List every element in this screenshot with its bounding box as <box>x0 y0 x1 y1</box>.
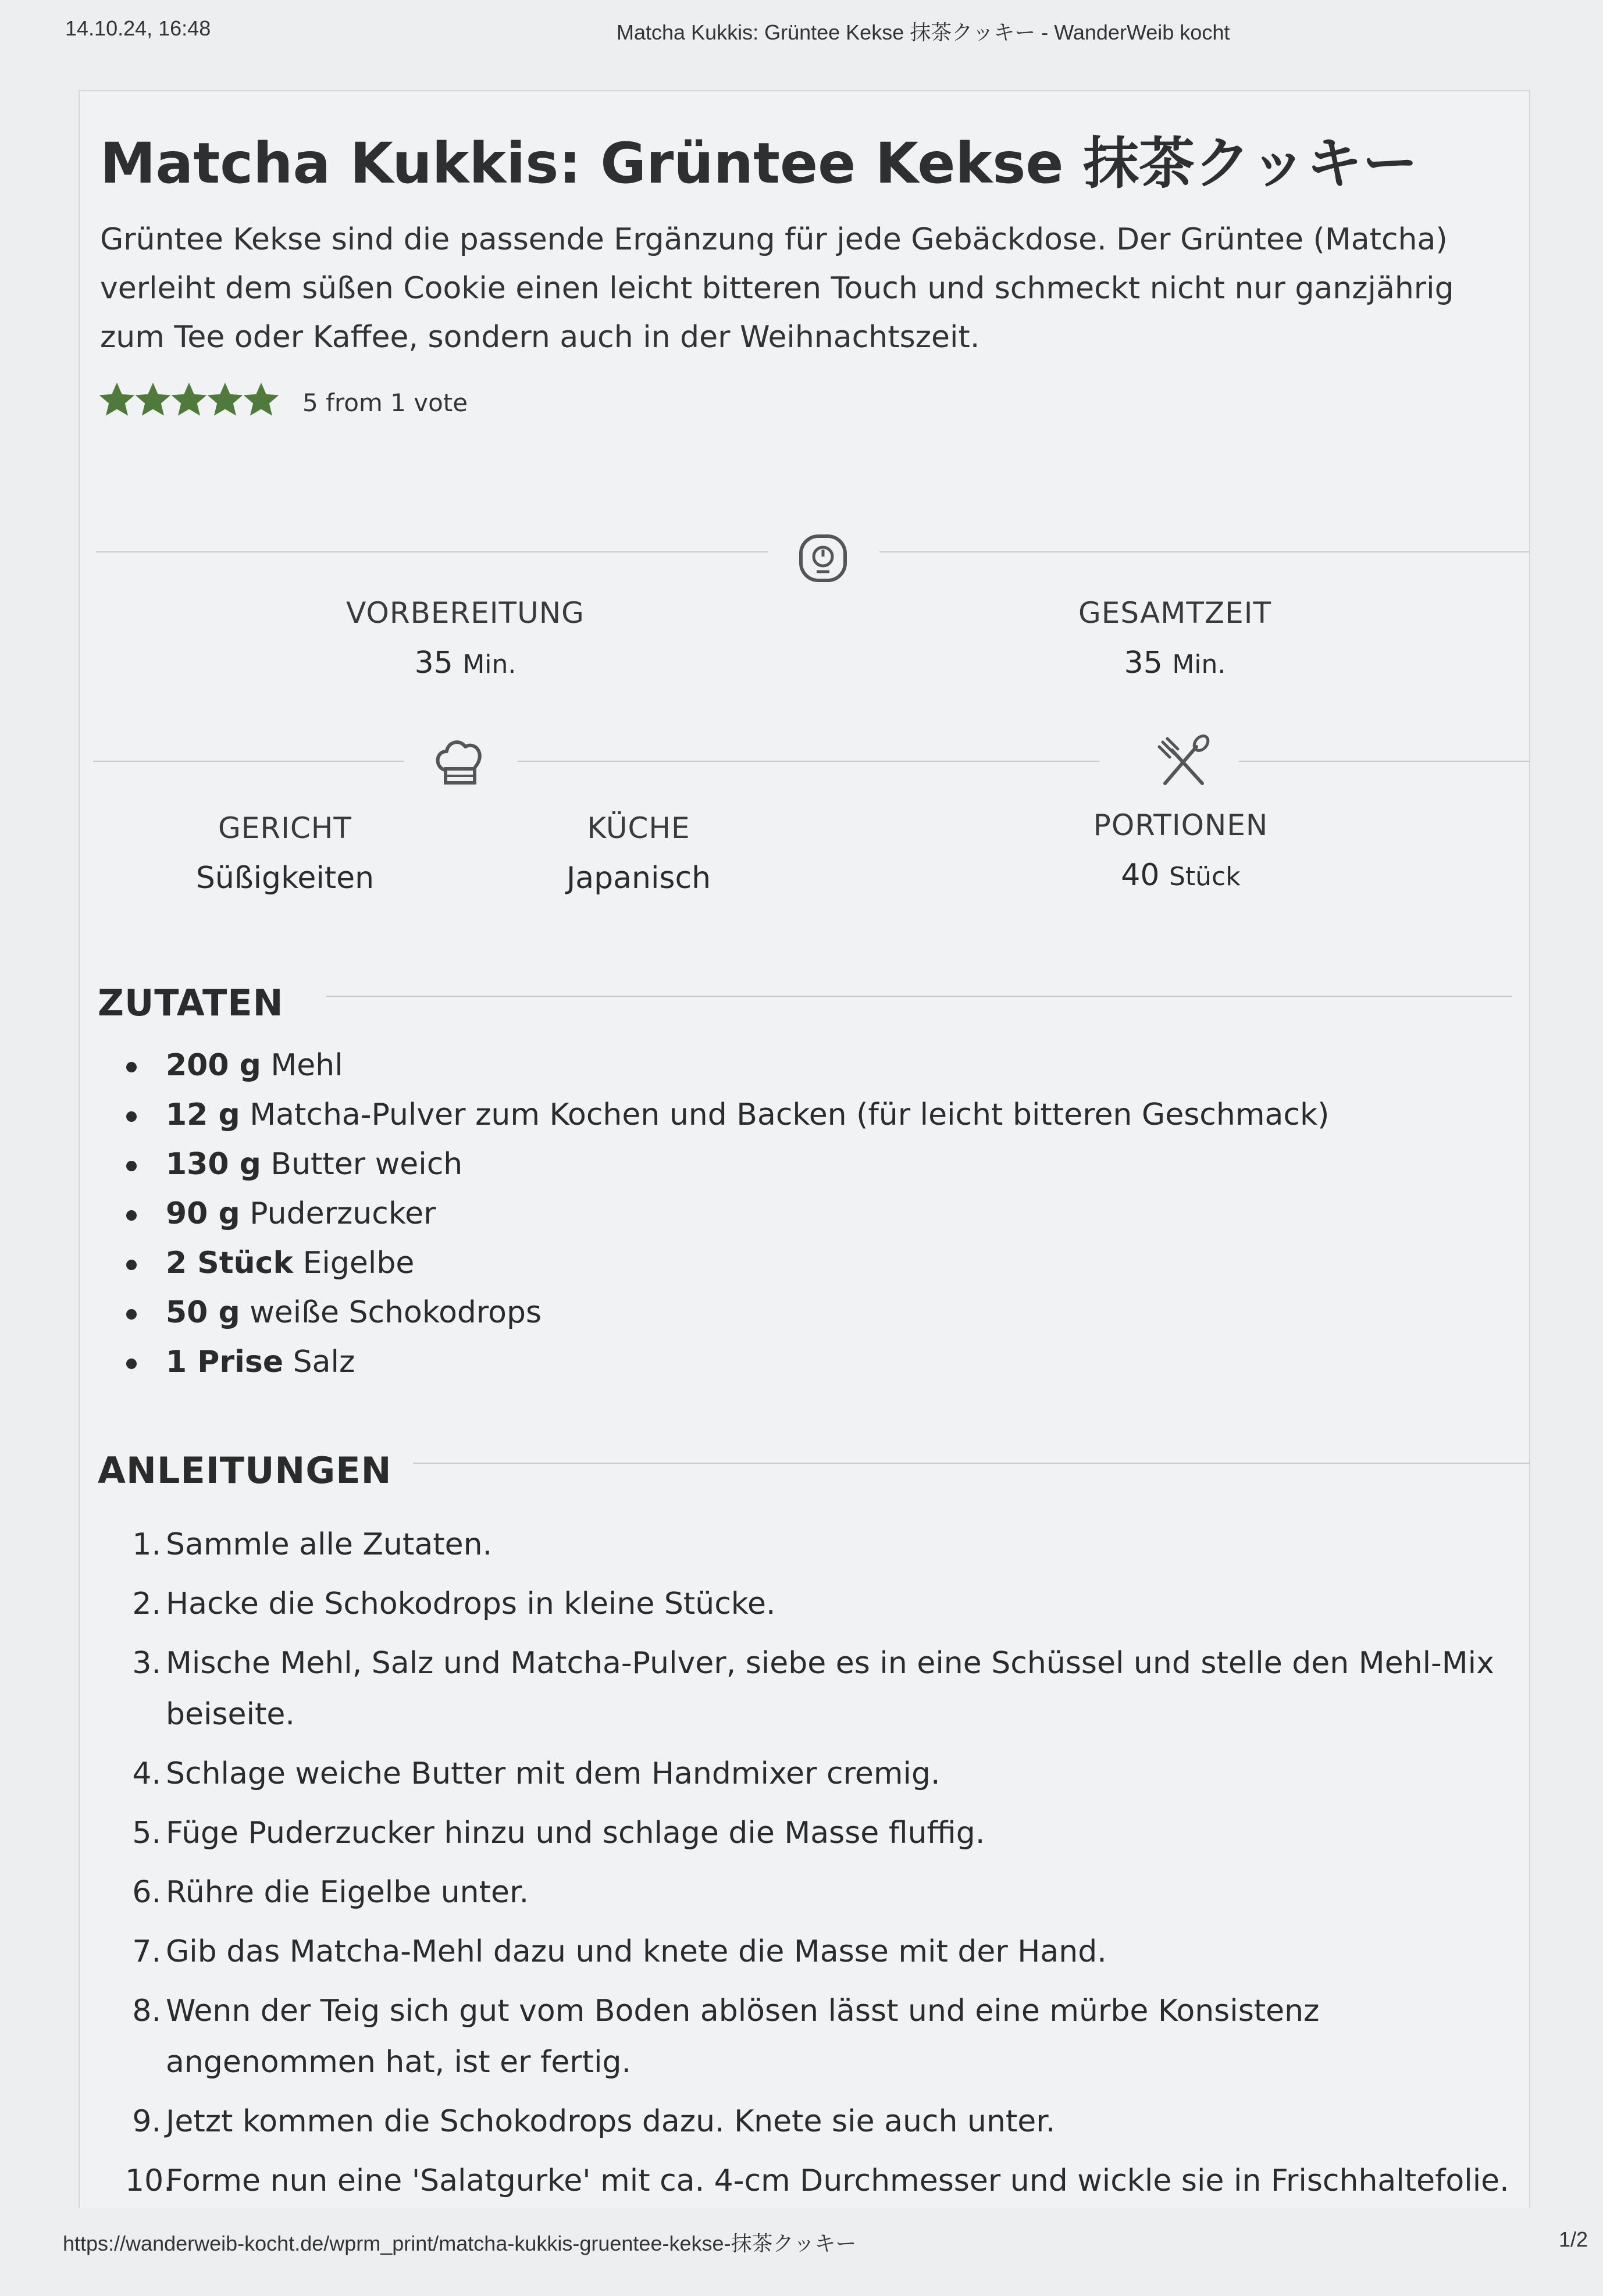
ingredient-item: 130 g Butter weich <box>125 1140 1329 1189</box>
star-icon <box>171 382 207 418</box>
cuisine-label: KÜCHE <box>587 811 690 845</box>
instruction-step: 6. Rühre die Eigelbe unter. <box>132 1875 529 1910</box>
recipe-summary: Grüntee Kekse sind die passende Ergänzung für jede Gebäckdose. Der Grüntee (Matcha) verleiht dem süßen Cookie einen leicht bitteren Touch und schmeckt nicht nur ganzjährig zum Tee oder Kaffee, sondern auch in der Weihnachtszeit. <box>100 222 1454 355</box>
timer-icon <box>797 532 849 584</box>
print-datetime: 14.10.24, 16:48 <box>65 16 211 40</box>
servings-value: 40 Stück <box>1121 858 1241 893</box>
instruction-step: 2. Hacke die Schokodrops in kleine Stücke. <box>132 1586 776 1621</box>
ingredient-item: 50 g weiße Schokodrops <box>125 1288 1329 1338</box>
ingredient-item: 2 Stück Eigelbe <box>125 1239 1329 1288</box>
cuisine-value: Japanisch <box>566 861 711 896</box>
star-icon <box>135 382 171 418</box>
page-number: 1/2 <box>1559 2227 1588 2251</box>
instruction-step: 5. Füge Puderzucker hinzu und schlage die Masse fluffig. <box>132 1816 985 1851</box>
recipe-title: Matcha Kukkis: Grüntee Kekse 抹茶クッキー <box>100 131 1418 196</box>
star-icon <box>243 382 279 418</box>
servings-label: PORTIONEN <box>1093 808 1269 842</box>
divider <box>93 761 404 762</box>
total-time-value: 35 Min. <box>1124 646 1226 680</box>
cutlery-icon <box>1155 734 1213 792</box>
divider <box>413 1463 1530 1464</box>
instruction-step: 1. Sammle alle Zutaten. <box>132 1527 493 1562</box>
ingredient-item: 200 g Mehl <box>125 1041 1329 1090</box>
divider <box>96 551 768 552</box>
instruction-step: 3. Mische Mehl, Salz und Matcha-Pulver, siebe es in eine Schüssel und stelle den Mehl-Mix beiseite. <box>132 1646 1494 1732</box>
star-icon <box>207 382 243 418</box>
instruction-step: 7. Gib das Matcha-Mehl dazu und knete die Masse mit der Hand. <box>132 1934 1107 1969</box>
rating-text: 5 from 1 vote <box>302 388 468 417</box>
instructions-heading: ANLEITUNGEN <box>98 1449 392 1492</box>
divider <box>518 761 1099 762</box>
divider <box>879 551 1530 552</box>
instruction-step: 4. Schlage weiche Butter mit dem Handmixer cremig. <box>132 1756 941 1791</box>
ingredients-list <box>125 1041 1329 1387</box>
prep-time-value: 35 Min. <box>414 646 516 680</box>
instruction-step: 8. Wenn der Teig sich gut vom Boden ablösen lässt und eine mürbe Konsistenz angenommen hat, ist er fertig. <box>132 1994 1320 2080</box>
prep-time-label: VORBEREITUNG <box>346 596 585 630</box>
instruction-step: 9. Jetzt kommen die Schokodrops dazu. Knete sie auch unter. <box>132 2104 1056 2139</box>
total-time-label: GESAMTZEIT <box>1078 596 1272 630</box>
instruction-step: 10. Forme nun eine 'Salatgurke' mit ca. 4-cm Durchmesser und wickle sie in Frischhaltefolie. <box>125 2163 1509 2198</box>
divider <box>1239 761 1530 762</box>
ingredients-heading: ZUTATEN <box>98 982 284 1024</box>
instructions-list <box>125 1519 1521 2215</box>
chef-hat-icon <box>430 734 489 792</box>
course-value: Süßigkeiten <box>195 861 375 896</box>
ingredient-item: 1 Prise Salz <box>125 1338 1329 1387</box>
course-label: GERICHT <box>218 811 352 845</box>
ingredient-item: 12 g Matcha-Pulver zum Kochen und Backen (für leicht bitteren Geschmack) <box>125 1090 1329 1140</box>
ingredient-item: 90 g Puderzucker <box>125 1189 1329 1239</box>
print-url: https://wanderweib-kocht.de/wprm_print/matcha-kukkis-gruentee-kekse-抹茶クッキー <box>63 2231 857 2255</box>
star-icon <box>99 382 135 418</box>
print-page-title: Matcha Kukkis: Grüntee Kekse 抹茶クッキー - WanderWeib kocht <box>617 20 1230 44</box>
divider <box>326 996 1512 997</box>
rating-stars <box>99 382 279 418</box>
